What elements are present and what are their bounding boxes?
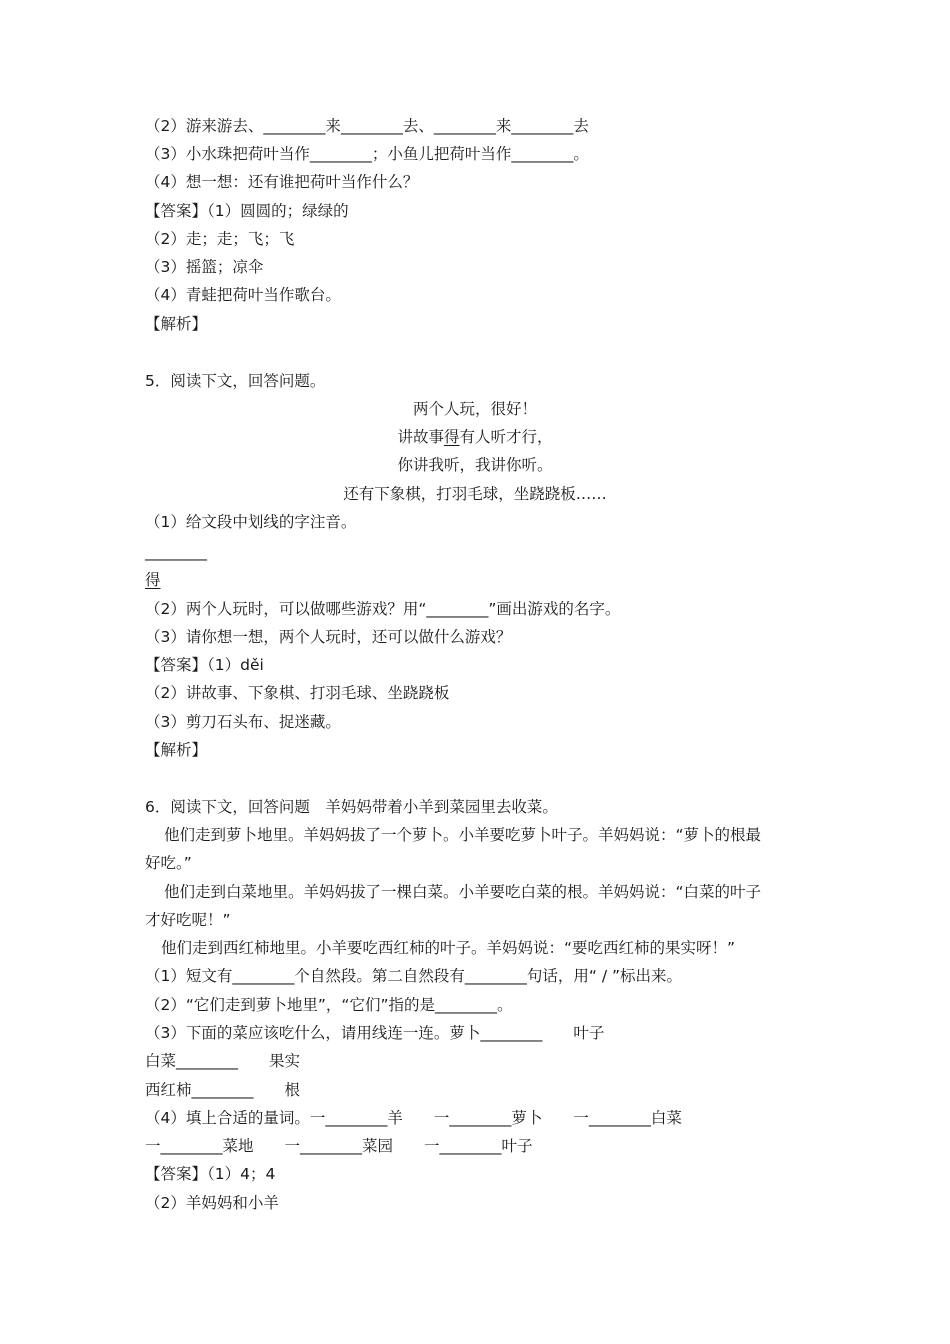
- q5-heading: 5．阅读下文，回答问题。: [145, 372, 326, 390]
- q4-part4: （4）想一想：还有谁把荷叶当作什么？: [145, 173, 419, 191]
- q4-answer-3: （3）摇篮；凉伞: [145, 258, 264, 276]
- q6-answer-2: （2）羊妈妈和小羊: [145, 1194, 279, 1212]
- poem-line-1: 两个人玩，很好！: [412, 400, 537, 418]
- story-para-3: 他们走到西红柿地里。小羊要吃西红柿的叶子。羊妈妈说：“要吃西红柿的果实呀！”: [161, 939, 736, 957]
- story-para-2b: 才好吃呢！”: [145, 911, 231, 929]
- q6-part3-row3: 西红柿________ 根: [145, 1081, 301, 1099]
- q6-part3: （3）下面的菜应该吃什么，请用线连一连。萝卜________ 叶子: [145, 1024, 605, 1042]
- q4-analysis: 【解析】: [145, 315, 208, 333]
- q5-part2: （2）两个人玩时，可以做哪些游戏？用“________”画出游戏的名字。: [145, 600, 621, 618]
- q6-heading: 6．阅读下文，回答问题 羊妈妈带着小羊到菜园里去收菜。: [145, 798, 558, 816]
- q4-part3: （3）小水珠把荷叶当作________；小鱼儿把荷叶当作________。: [145, 145, 589, 163]
- q6-answer-1: 【答案】（1）4；4: [145, 1165, 276, 1183]
- q5-answer-1: 【答案】（1）děi: [145, 656, 264, 674]
- q5-part3: （3）请你想一想，两个人玩时，还可以做什么游戏？: [145, 628, 512, 646]
- story-para-1b: 好吃。”: [145, 854, 192, 872]
- q6-part1: （1）短文有________个自然段。第二自然段有________句话，用“ / ”标出来。: [145, 967, 682, 985]
- q4-answer-4: （4）青蛙把荷叶当作歌台。: [145, 286, 341, 304]
- q5-answer-3: （3）剪刀石头布、捉迷藏。: [145, 713, 341, 731]
- underlined-char: 得: [443, 428, 460, 446]
- q4-answer-1: 【答案】（1）圆圆的；绿绿的: [145, 202, 349, 220]
- q5-answer-2: （2）讲故事、下象棋、打羽毛球、坐跷跷板: [145, 684, 450, 702]
- q6-part4: （4）填上合适的量词。一________羊 一________萝卜 一________白菜: [145, 1109, 682, 1127]
- poem-line-4: 还有下象棋，打羽毛球，坐跷跷板……: [343, 485, 607, 503]
- q6-part4-row2: 一________菜地 一________菜园 一________叶子: [145, 1137, 533, 1155]
- poem-line-2: 讲故事得有人听才行，: [397, 428, 553, 446]
- q4-answer-2: （2）走；走；飞；飞: [145, 230, 295, 248]
- story-para-2a: 他们走到白菜地里。羊妈妈拔了一棵白菜。小羊要吃白菜的根。羊妈妈说：“白菜的叶子: [164, 883, 762, 901]
- q6-part2: （2）“它们走到萝卜地里”，“它们”指的是________。: [145, 996, 513, 1014]
- poem-line-3: 你讲我听，我讲你听。: [397, 456, 553, 474]
- pinyin-blank: ________: [145, 543, 207, 561]
- q4-part2: （2）游来游去、________来________去、________来________去: [145, 117, 589, 135]
- q5-part1: （1）给文段中划线的字注音。: [145, 513, 357, 531]
- q6-part3-row2: 白菜________ 果实: [145, 1052, 301, 1070]
- q5-analysis: 【解析】: [145, 741, 208, 759]
- story-para-1a: 他们走到萝卜地里。羊妈妈拔了一个萝卜。小羊要吃萝卜叶子。羊妈妈说：“萝卜的根最: [164, 826, 762, 844]
- pinyin-char: 得: [145, 571, 161, 589]
